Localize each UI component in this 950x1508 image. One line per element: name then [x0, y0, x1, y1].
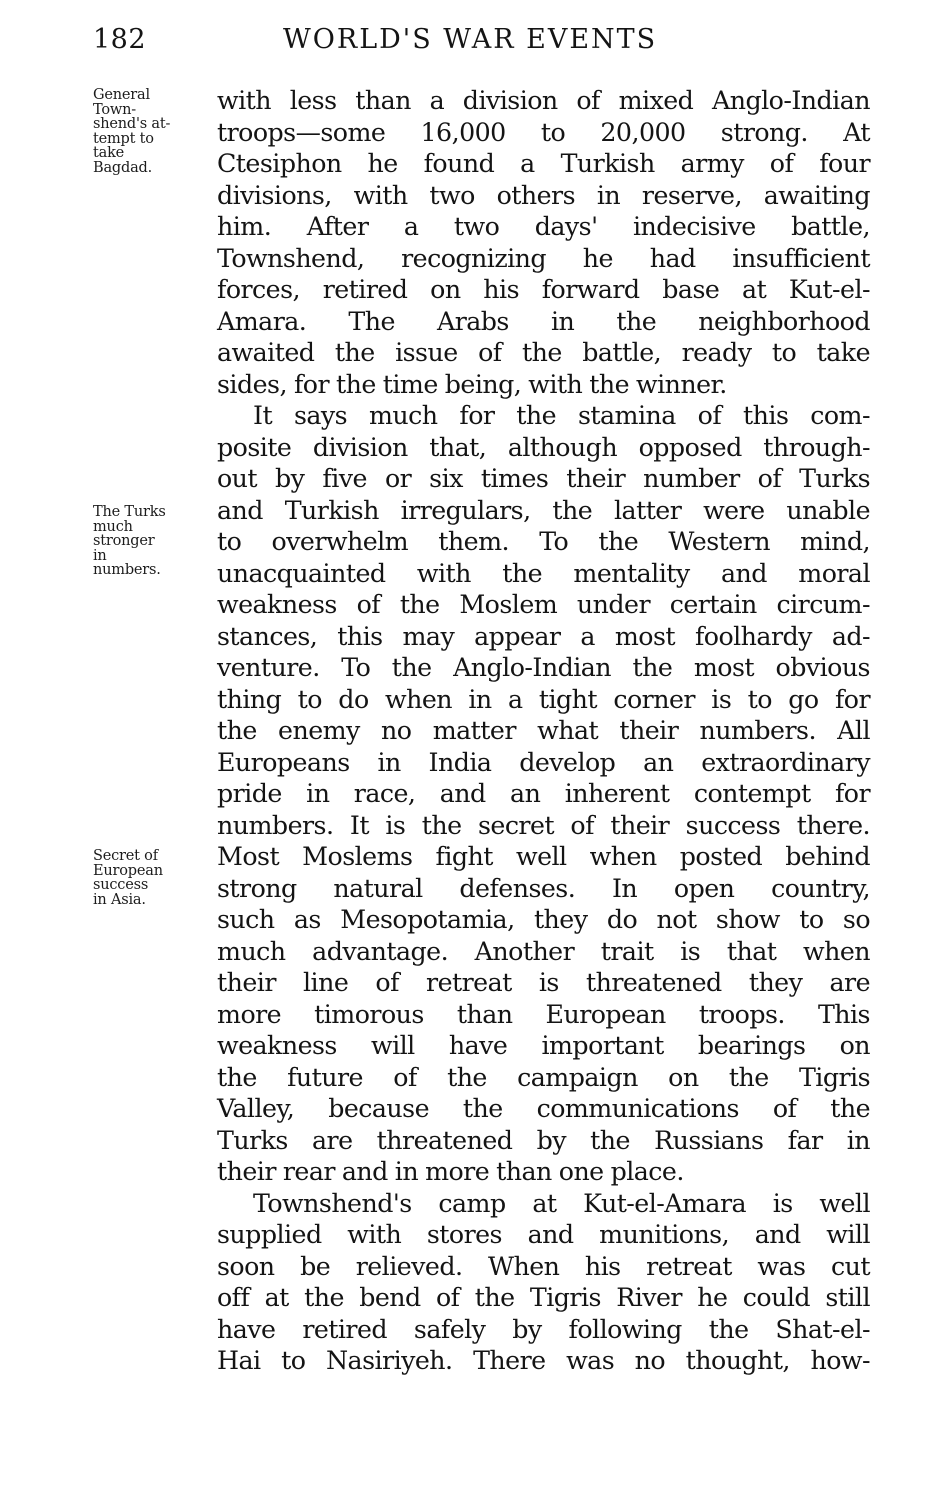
text-line: have retired safely by following the Shat-el-: [217, 1314, 870, 1344]
text-line: troops—some 16,000 to 20,000 strong. At: [217, 117, 870, 147]
text-line: Amara. The Arabs in the neighborhood: [217, 306, 870, 336]
text-line: supplied with stores and munitions, and will: [217, 1220, 870, 1249]
text-line: such as Mesopotamia, they do not show to so: [217, 905, 870, 934]
text-line: sides, for the time being, with the winner.: [217, 369, 727, 399]
text-line: out by five or six times their number of Turks: [217, 464, 870, 493]
margin-note-line: numbers.: [93, 562, 161, 578]
running-head: WORLD'S WAR EVENTS: [283, 24, 658, 55]
margin-note-line: shend's at-: [93, 116, 171, 132]
text-line: much advantage. Another trait is that when: [217, 936, 870, 966]
margin-note-line: stronger: [93, 533, 155, 549]
text-line: their line of retreat is threatened they are: [217, 968, 870, 997]
text-line: strong natural defenses. In open country,: [217, 873, 870, 903]
page-header: [93, 24, 873, 64]
text-line: pride in race, and an inherent contempt for: [217, 779, 870, 808]
page-number: 182: [93, 24, 147, 55]
text-line: thing to do when in a tight corner is to go for: [217, 684, 870, 714]
margin-note-line: European: [93, 862, 163, 879]
text-line: posite division that, although opposed through-: [217, 432, 870, 462]
margin-note-townshend-attempt: [93, 88, 211, 175]
margin-note-line: General: [93, 87, 150, 103]
margin-note-european-success: [93, 849, 211, 907]
margin-note-line: The Turks: [93, 504, 166, 520]
text-line: Most Moslems fight well when posted behind: [217, 842, 870, 871]
text-line: forces, retired on his forward base at Kut-el-: [217, 275, 870, 304]
text-line: numbers. It is the secret of their success there.: [217, 810, 870, 840]
body-text: [217, 85, 870, 1377]
text-line: Townshend's camp at Kut-el-Amara is well: [253, 1188, 870, 1218]
text-line: unacquainted with the mentality and moral: [217, 558, 870, 588]
text-line: soon be relieved. When his retreat was cut: [217, 1251, 870, 1281]
margin-note-line: much: [93, 518, 133, 535]
text-line: It says much for the stamina of this com-: [253, 401, 870, 430]
text-line: and Turkish irregulars, the latter were unable: [217, 495, 870, 525]
margin-note-line: take: [93, 145, 125, 161]
text-line: Ctesiphon he found a Turkish army of four: [217, 149, 870, 178]
text-line: him. After a two days' indecisive battle,: [217, 212, 870, 241]
text-line: divisions, with two others in reserve, awaiting: [217, 180, 870, 210]
margin-note-line: Bagdad.: [93, 159, 153, 176]
text-line: more timorous than European troops. This: [217, 999, 870, 1029]
margin-note-line: success: [93, 877, 149, 893]
margin-note-line: in: [93, 547, 107, 564]
text-line: weakness of the Moslem under certain circum-: [217, 590, 870, 619]
margin-note-line: Town-: [93, 101, 136, 118]
margin-note-line: Secret of: [93, 848, 158, 864]
margin-note-turks-stronger: [93, 505, 211, 578]
text-line: Hai to Nasiriyeh. There was no thought, how-: [217, 1346, 870, 1375]
text-line: the enemy no matter what their numbers. All: [217, 716, 870, 745]
text-line: their rear and in more than one place.: [217, 1157, 684, 1186]
text-line: with less than a division of mixed Anglo-Indian: [217, 86, 870, 115]
text-line: awaited the issue of the battle, ready to take: [217, 338, 870, 367]
text-line: off at the bend of the Tigris River he could still: [217, 1283, 870, 1312]
text-line: venture. To the Anglo-Indian the most obvious: [217, 653, 870, 682]
text-line: Townshend, recognizing he had insufficient: [217, 243, 870, 273]
text-line: Turks are threatened by the Russians far in: [217, 1125, 870, 1155]
text-line: Valley, because the communications of the: [217, 1094, 870, 1123]
text-line: to overwhelm them. To the Western mind,: [217, 527, 870, 556]
text-line: the future of the campaign on the Tigris: [217, 1062, 870, 1092]
margin-note-line: tempt to: [93, 130, 154, 147]
text-line: weakness will have important bearings on: [217, 1031, 870, 1060]
text-line: Europeans in India develop an extraordinary: [217, 747, 870, 777]
text-line: stances, this may appear a most foolhardy ad-: [217, 621, 870, 651]
margin-note-line: in Asia.: [93, 891, 146, 908]
